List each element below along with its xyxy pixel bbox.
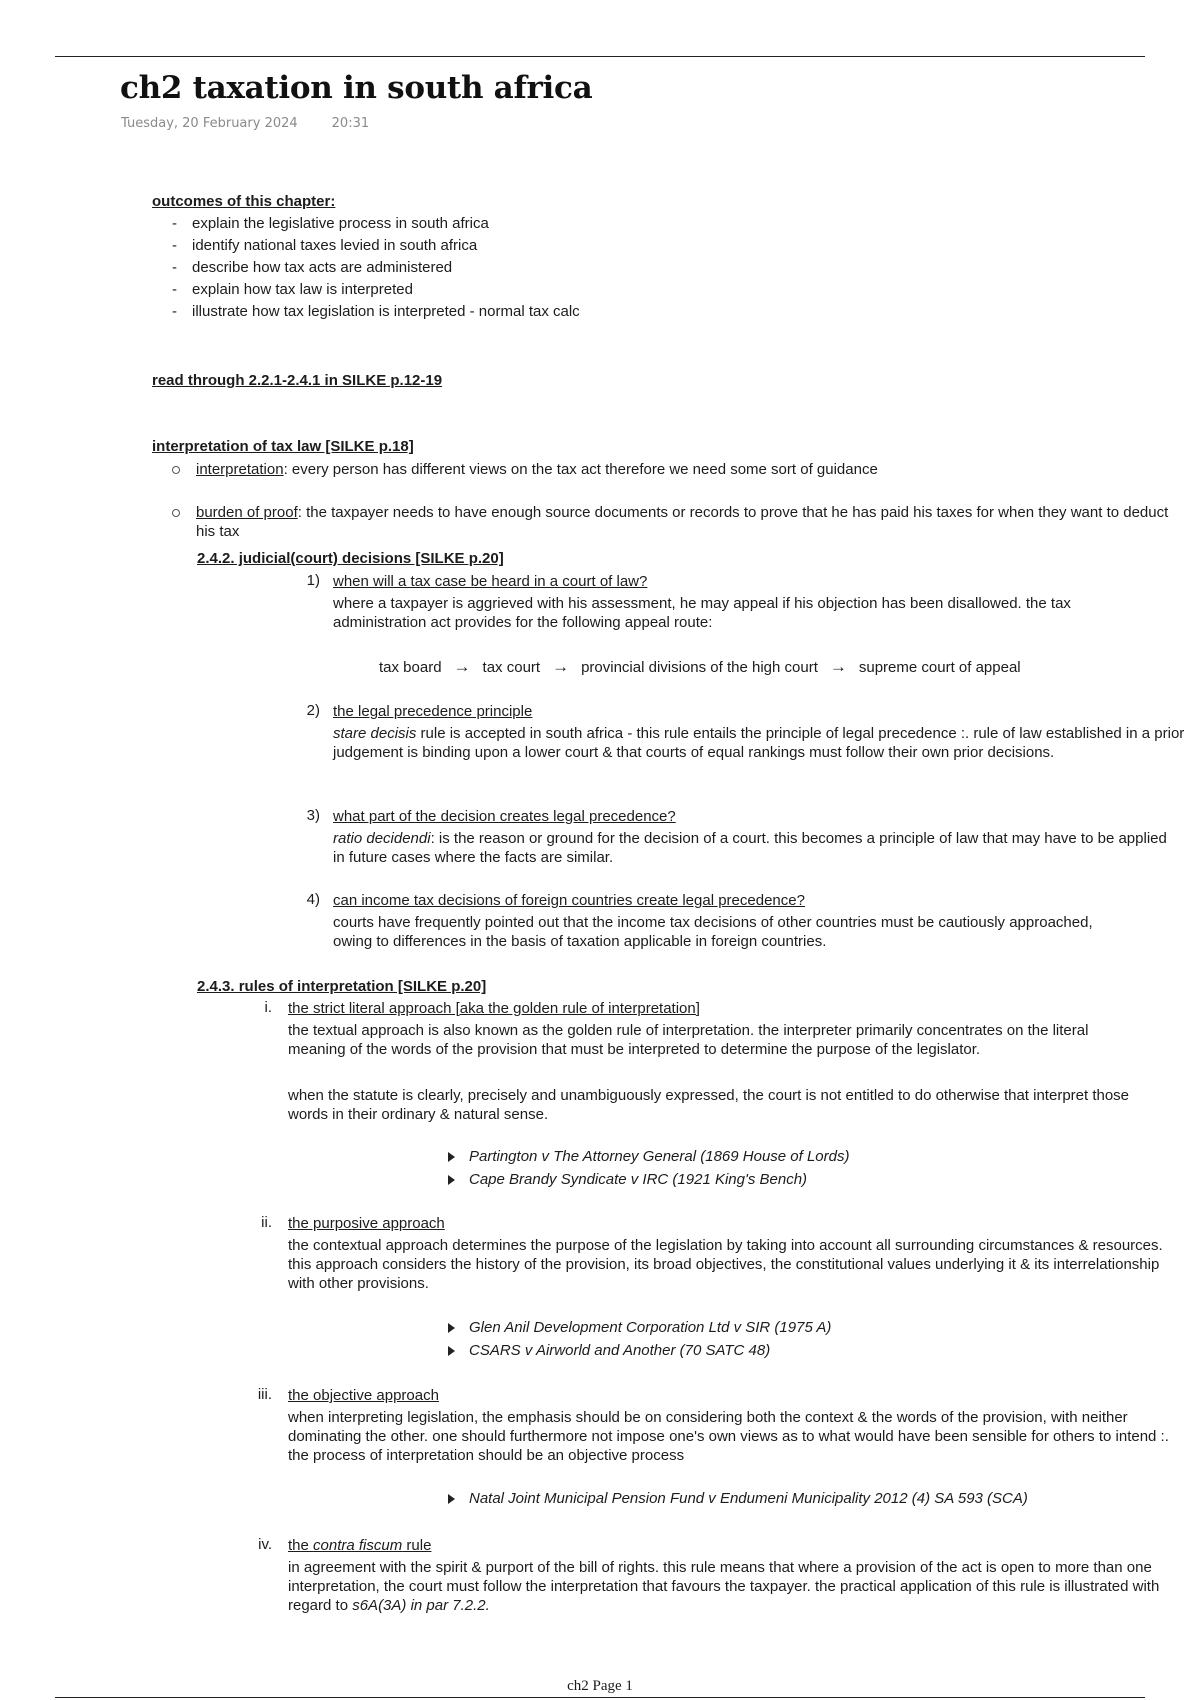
answer-text: [333, 829, 1173, 867]
rule-text: the contextual approach determines the purpose of the legislation by taking into account all surrounding circumstances & resources. this approach considers the history of the provision, its broad objectives, the constitutional values underlying it & its interrelationship with other provisions.: [288, 1237, 1163, 1292]
top-rule: [55, 56, 1145, 57]
case-item: [448, 1145, 850, 1168]
outcomes-list: [192, 213, 1096, 323]
case-name: Partington v The Attorney General (1869 House of Lords): [469, 1148, 850, 1165]
interpretation-bullet: [196, 460, 1176, 479]
bottom-rule: [55, 1697, 1145, 1698]
rule-heading: the objective approach: [288, 1387, 439, 1404]
interpretation-heading: interpretation of tax law [SILKE p.18]: [152, 438, 414, 455]
question-heading: what part of the decision creates legal precedence?: [333, 808, 676, 825]
outcomes-heading: outcomes of this chapter:: [152, 193, 336, 210]
item-number: 1): [306, 572, 320, 589]
outcome-item: - explain how tax law is interpreted: [196, 279, 1096, 301]
rule-text: when the statute is clearly, precisely and unambiguously expressed, the court is not entitled to do otherwise that interpret those words in their ordinary & natural sense.: [288, 1087, 1130, 1123]
arrow-right-icon: →: [552, 657, 570, 676]
arrow-right-icon: →: [453, 657, 471, 676]
triangle-bullet-icon: [448, 1346, 455, 1356]
rule-heading: the purposive approach: [288, 1215, 445, 1232]
rule-heading: [288, 1536, 431, 1555]
triangle-bullet-icon: [448, 1323, 455, 1333]
appeal-route: [379, 657, 1021, 677]
latin-term: contra fiscum: [313, 1537, 403, 1554]
outcome-item: - illustrate how tax legislation is interpreted - normal tax calc: [196, 301, 1096, 323]
rule-text: when interpreting legislation, the emphasis should be on considering both the context & the words of the provision, with neither dominating the other. one should furthermore not impose one's own views as to what would have been sensible for others to intend :. the process of interpretation should be an objective process: [288, 1409, 1169, 1464]
rule-heading: the strict literal approach [aka the golden rule of interpretation]: [288, 1000, 700, 1017]
term: interpretation: [196, 461, 284, 478]
rule-heading-prefix: the: [288, 1537, 314, 1554]
rules-heading: 2.4.3. rules of interpretation [SILKE p.20]: [197, 978, 487, 995]
triangle-bullet-icon: [448, 1175, 455, 1185]
definition: : the taxpayer needs to have enough source documents or records to prove that he has paid his taxes for when they want to deduct his tax: [196, 504, 1169, 540]
burden-of-proof-bullet: [196, 503, 1176, 541]
arrow-right-icon: →: [829, 657, 847, 676]
rule-text: the textual approach is also known as the golden rule of interpretation. the interpreter primarily concentrates on the literal meaning of the words of the provision that must be interpreted to determine the purpose of the legislator.: [288, 1022, 1089, 1058]
rule-body: in agreement with the spirit & purport of the bill of rights. this rule means that where a provision of the act is open to more than one interpretation, the court must follow the interpretation that favours the taxpayer. the practical application of this rule is illustrated with regard to: [288, 1559, 1160, 1614]
judicial-heading: 2.4.2. judicial(court) decisions [SILKE p.20]: [197, 550, 504, 567]
circle-bullet-icon: [172, 509, 180, 517]
item-number: iv.: [258, 1536, 272, 1553]
item-number: i.: [264, 999, 272, 1016]
route-step: tax court: [482, 659, 541, 676]
case-item: [448, 1168, 850, 1191]
question-heading: can income tax decisions of foreign countries create legal precedence?: [333, 892, 805, 909]
term: burden of proof: [196, 504, 298, 521]
case-name: CSARS v Airworld and Another (70 SATC 48): [469, 1342, 771, 1359]
case-list: [448, 1316, 831, 1362]
case-item: [448, 1316, 831, 1339]
outcome-item: - describe how tax acts are administered: [196, 257, 1096, 279]
answer-body: : is the reason or ground for the decision of a court. this becomes a principle of law that may have to be applied in future cases where the facts are similar.: [333, 830, 1167, 866]
page-date: Tuesday, 20 February 2024: [121, 116, 298, 131]
page-datetime: [121, 116, 369, 131]
page-footer: ch2 Page 1: [567, 1678, 633, 1694]
outcome-item: - identify national taxes levied in south africa: [196, 235, 1096, 257]
triangle-bullet-icon: [448, 1494, 455, 1504]
case-name: Cape Brandy Syndicate v IRC (1921 King's Bench): [469, 1171, 808, 1188]
question-heading: when will a tax case be heard in a court of law?: [333, 573, 648, 590]
outcome-item: - explain the legislative process in south africa: [196, 213, 1096, 235]
latin-term: stare decisis: [333, 725, 417, 742]
read-through-note: read through 2.2.1-2.4.1 in SILKE p.12-19: [152, 372, 443, 389]
route-step: supreme court of appeal: [858, 659, 1021, 676]
case-item: [448, 1339, 831, 1362]
case-list: [448, 1487, 1028, 1510]
section-reference: s6A(3A) in par 7.2.2.: [352, 1597, 490, 1614]
circle-bullet-icon: [172, 466, 180, 474]
item-number: 2): [306, 702, 320, 719]
route-step: provincial divisions of the high court: [581, 659, 818, 676]
item-number: 3): [306, 807, 320, 824]
answer-text: [333, 724, 1188, 762]
question-heading: the legal precedence principle: [333, 703, 533, 720]
triangle-bullet-icon: [448, 1152, 455, 1162]
definition: : every person has different views on the tax act therefore we need some sort of guidance: [283, 461, 878, 478]
page-title: ch2 taxation in south africa: [120, 70, 593, 106]
answer-text: courts have frequently pointed out that the income tax decisions of other countries must be cautiously approached, owing to differences in the basis of taxation applicable in foreign countries.: [333, 914, 1093, 950]
case-list: [448, 1145, 850, 1191]
page-time: 20:31: [331, 116, 370, 131]
rule-text: [288, 1558, 1173, 1615]
item-number: iii.: [257, 1386, 272, 1403]
rule-heading-suffix: rule: [402, 1537, 432, 1554]
answer-body: rule is accepted in south africa - this rule entails the principle of legal precedence :. rule of law established in a prior judgement is binding upon a lower court & that courts of equal rankings must follow their own prior decisions.: [333, 725, 1185, 761]
case-name: Glen Anil Development Corporation Ltd v SIR (1975 A): [469, 1319, 832, 1336]
case-name: Natal Joint Municipal Pension Fund v Endumeni Municipality 2012 (4) SA 593 (SCA): [469, 1490, 1028, 1507]
route-step: tax board: [379, 659, 442, 676]
item-number: 4): [306, 891, 320, 908]
answer-text: where a taxpayer is aggrieved with his assessment, he may appeal if his objection has been disallowed. the tax administration act provides for the following appeal route:: [333, 595, 1071, 631]
latin-term: ratio decidendi: [333, 830, 431, 847]
item-number: ii.: [261, 1214, 272, 1231]
case-item: [448, 1487, 1028, 1510]
